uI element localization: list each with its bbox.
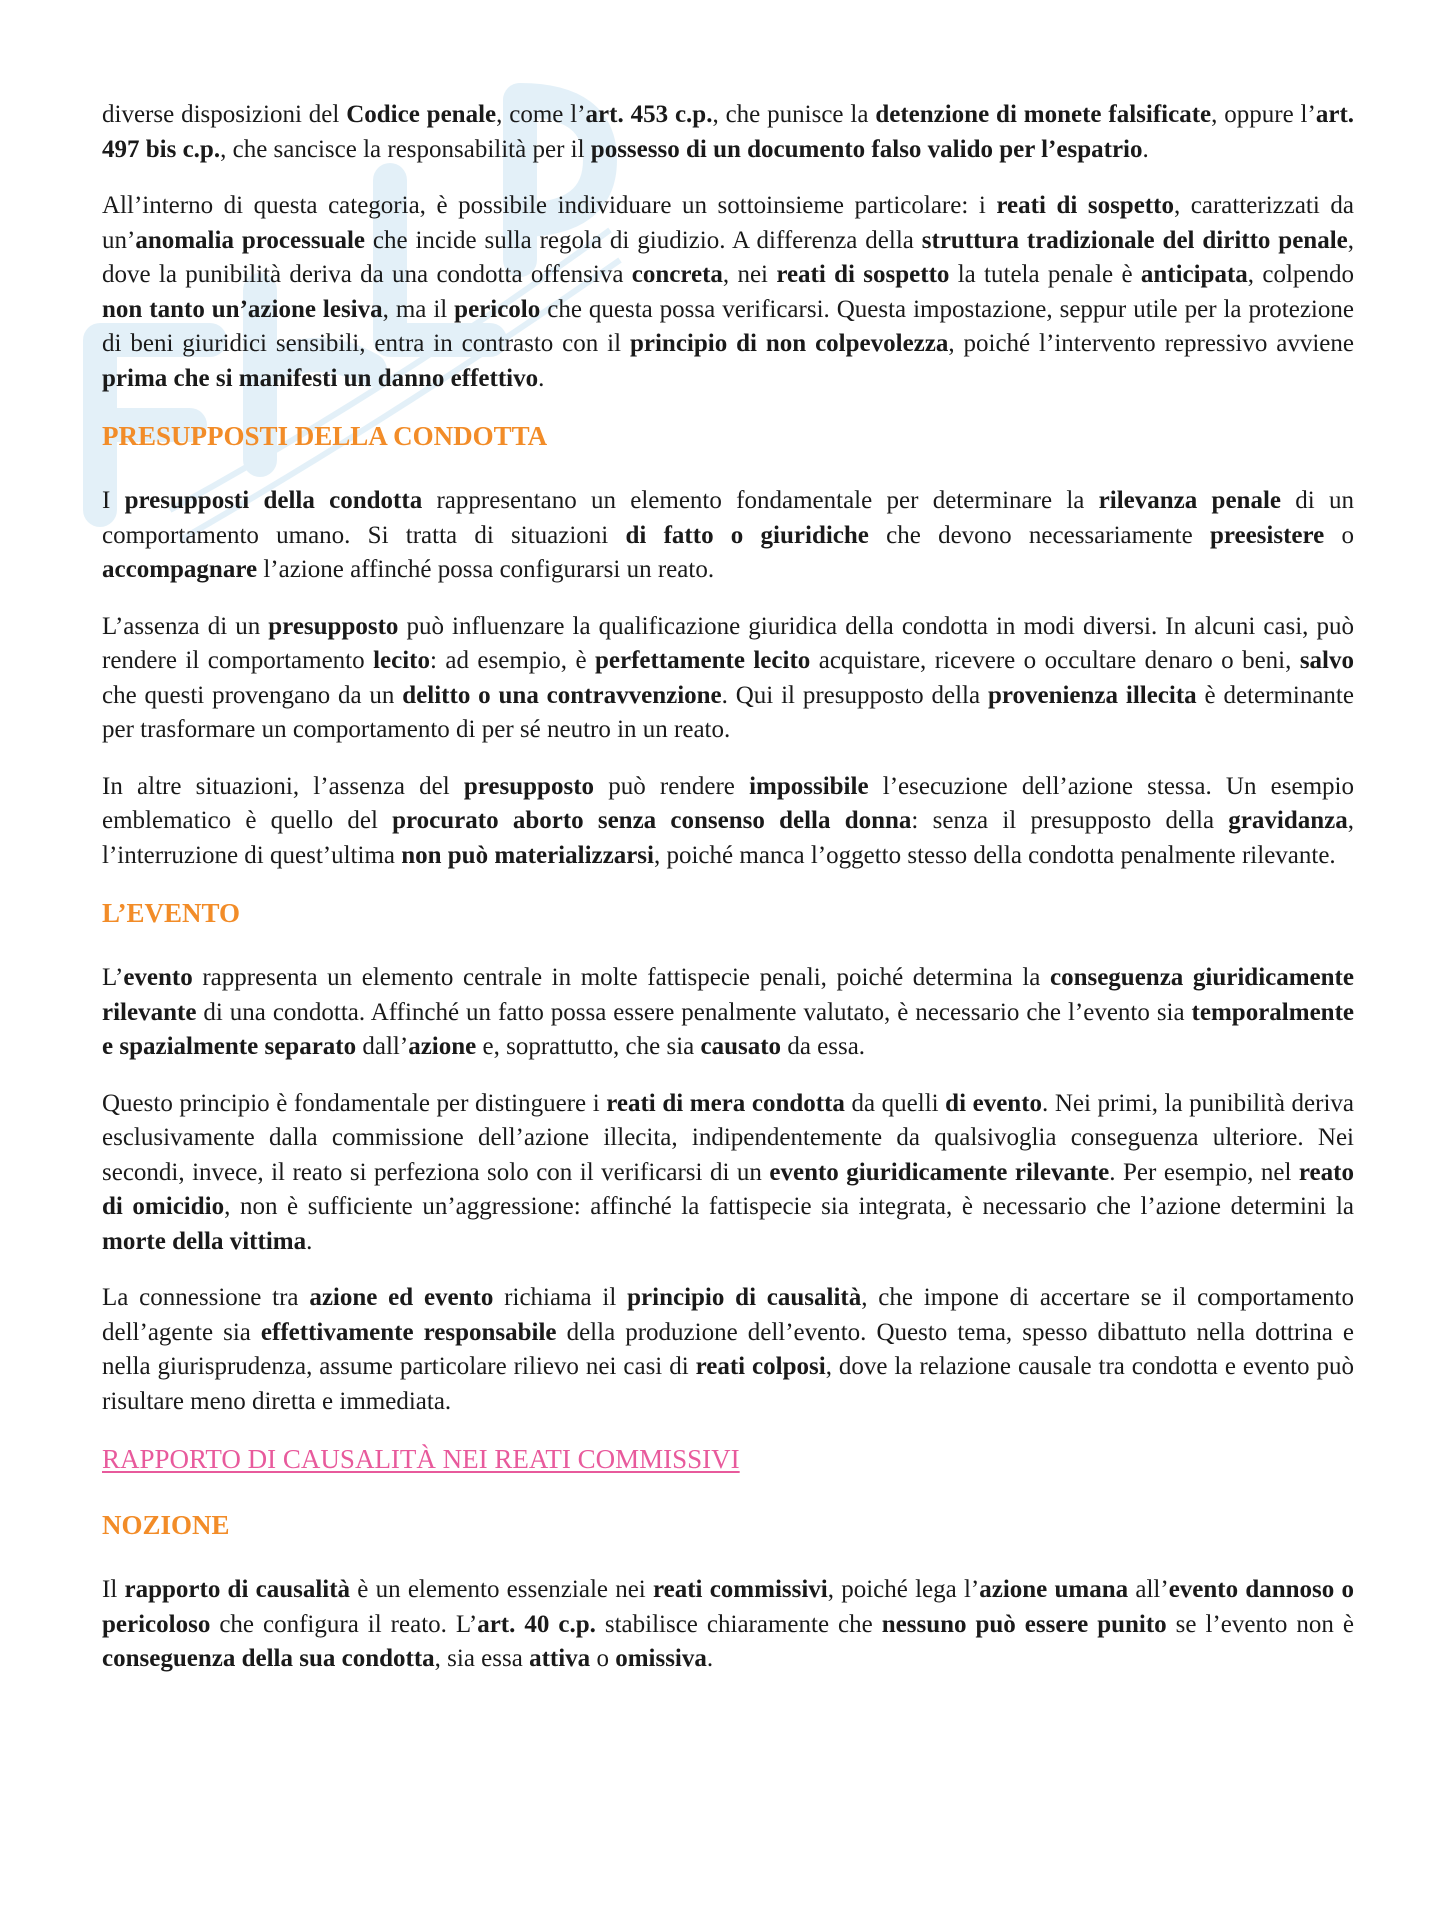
text-run: . Per esempio, nel <box>1109 1158 1299 1186</box>
paragraph-4 <box>102 610 1354 748</box>
text-run: rappresentano un elemento fondamentale per determinare la <box>422 487 1099 514</box>
text-run: e, soprattutto, che sia <box>476 1033 701 1060</box>
text-run: . Nei primi, la punibilità deriva esclusivamente dalla commissione dell’azione illecita, indipendentemente da qualsivoglia conseguenza ulteriore. Nei secondi, invece, il reato si perfeziona solo con il verificarsi di un <box>102 1089 1355 1186</box>
text-run: , l’interruzione di quest’ultima <box>102 807 1354 869</box>
paragraph-5 <box>102 770 1354 874</box>
bold-text: reati commissivi <box>652 1576 828 1603</box>
text-run: . <box>706 1645 714 1672</box>
section-title-rapporto-di-causalita: RAPPORTO DI CAUSALITÀ NEI REATI COMMISSIVI <box>102 1444 740 1474</box>
text-run: , dove la relazione causale tra condotta e evento può risultare meno diretta e immediata. <box>102 1353 1354 1415</box>
bold-text: evento giuridicamente rilevante <box>769 1158 1110 1186</box>
bold-text: prima che si manifesti un danno effettivo <box>102 364 539 392</box>
bold-text: di fatto o giuridiche <box>625 521 869 549</box>
bold-text: nessuno può essere punito <box>881 1610 1167 1638</box>
text-run: , poiché lega l’ <box>827 1576 980 1603</box>
bold-text: preesistere <box>1209 521 1325 549</box>
text-run: che devono necessariamente <box>868 521 1210 549</box>
text-run: , poiché manca l’oggetto stesso della condotta penalmente rilevante. <box>653 841 1336 869</box>
text-run: la tutela penale è <box>949 261 1141 288</box>
bold-text: di evento <box>945 1089 1043 1117</box>
text-run: , poiché l’intervento repressivo avviene <box>948 330 1354 357</box>
bold-text: azione ed evento <box>309 1284 494 1311</box>
bold-text: anomalia processuale <box>135 226 365 254</box>
text-run: : senza il presupposto della <box>911 807 1229 834</box>
text-run: . Qui il presupposto della <box>721 681 988 709</box>
bold-text: attiva <box>529 1645 591 1672</box>
bold-text: principio di non colpevolezza <box>629 330 949 357</box>
bold-text: morte della vittima <box>102 1227 307 1255</box>
paragraph-2 <box>102 189 1354 396</box>
bold-text: reati colposi <box>695 1353 826 1380</box>
bold-text: struttura tradizionale del diritto penale <box>921 226 1348 254</box>
bold-text: concreta <box>631 261 723 288</box>
text-run: se l’evento non è <box>1166 1610 1354 1638</box>
bold-text: salvo <box>1299 647 1355 674</box>
text-run: può rendere <box>594 772 750 800</box>
bold-text: presupposto <box>268 612 399 640</box>
text-run: All’interno di questa categoria, è possibile individuare un sottoinsieme particolare: i <box>102 192 997 219</box>
bold-text: omissiva <box>615 1645 707 1672</box>
text-run: che questi provengano da un <box>102 681 403 709</box>
text-run: può influenzare la qualificazione giuridica della condotta in modi diversi. In alcuni casi, può rendere il comportamento <box>102 612 1354 674</box>
text-run: all’ <box>1128 1576 1169 1603</box>
text-run: di un comportamento umano. Si tratta di situazioni <box>102 487 1354 549</box>
bold-text: gravidanza <box>1228 807 1348 834</box>
paragraph-9 <box>102 1573 1354 1677</box>
text-run: , ma il <box>382 295 455 323</box>
text-run: . <box>306 1227 313 1255</box>
bold-text: causato <box>700 1033 782 1060</box>
text-run: , nei <box>722 261 777 288</box>
text-run: acquistare, ricevere o occultare denaro o beni, <box>810 647 1300 674</box>
bold-text: accompagnare <box>102 556 258 583</box>
bold-text: azione <box>408 1033 477 1060</box>
text-run: di una condotta. Affinché un fatto possa essere penalmente valutato, è necessario che l’evento sia <box>196 998 1192 1026</box>
paragraph-8 <box>102 1281 1354 1419</box>
text-run: rappresenta un elemento centrale in molte fattispecie penali, poiché determina la <box>192 964 1050 991</box>
text-run: I <box>102 487 125 514</box>
heading-nozione: NOZIONE <box>102 1510 230 1540</box>
bold-text: Codice penale <box>346 101 497 128</box>
paragraph-1 <box>102 98 1354 167</box>
text-run: , non è sufficiente un’aggressione: affinché la fattispecie sia integrata, è necessario che l’azione determini la <box>224 1193 1355 1220</box>
text-run: L’ <box>102 964 124 991</box>
text-run: diverse disposizioni del <box>102 101 347 128</box>
text-run: o <box>1324 521 1354 549</box>
text-run: da essa. <box>781 1033 866 1060</box>
paragraph-6 <box>102 961 1354 1065</box>
bold-text: detenzione di monete falsificate <box>875 101 1212 128</box>
bold-text: evento dannoso o pericoloso <box>102 1576 1354 1638</box>
bold-text: conseguenza della sua condotta <box>102 1645 435 1672</box>
bold-text: effettivamente responsabile <box>260 1318 557 1346</box>
text-run: , che impone di accertare se il comportamento dell’agente sia <box>102 1284 1355 1346</box>
text-run: , caratterizzati da un’ <box>102 192 1354 254</box>
bold-text: perfettamente lecito <box>595 647 811 674</box>
text-run: che configura il reato. L’ <box>210 1610 478 1638</box>
text-run: , sia essa <box>434 1645 530 1672</box>
text-run: o <box>590 1645 616 1672</box>
bold-text: delitto o una contravvenzione <box>402 681 722 709</box>
text-run: richiama il <box>493 1284 628 1311</box>
text-run: l’esecuzione dell’azione stessa. Un esempio emblematico è quello del <box>102 772 1354 834</box>
bold-text: lecito <box>373 647 430 674</box>
text-run: In altre situazioni, l’assenza del <box>102 772 464 800</box>
bold-text: possesso di un documento falso valido per l’espatrio <box>590 135 1143 163</box>
bold-text: reati di mera condotta <box>606 1089 845 1117</box>
text-run: La connessione tra <box>102 1284 310 1311</box>
text-run: , colpendo <box>1247 261 1354 288</box>
bold-text: presupposto <box>463 772 595 800</box>
bold-text: reato di omicidio <box>102 1158 1354 1220</box>
text-run: è determinante per trasformare un comportamento di per sé neutro in un reato. <box>102 681 1354 743</box>
heading-presupposti-della-condotta: PRESUPPOSTI DELLA CONDOTTA <box>102 421 548 451</box>
text-run: , che sancisce la responsabilità per il <box>220 135 591 163</box>
heading-l-evento: L’EVENTO <box>102 898 241 928</box>
bold-text: presupposti della condotta <box>124 487 423 514</box>
bold-text: provenienza illecita <box>987 681 1197 709</box>
text-run: dall’ <box>356 1033 409 1060</box>
bold-text: rapporto di causalità <box>124 1576 351 1603</box>
paragraph-7 <box>102 1087 1354 1260</box>
text-run: stabilisce chiaramente che <box>595 1610 882 1638</box>
text-run: che incide sulla regola di giudizio. A differenza della <box>365 226 922 254</box>
bold-text: impossibile <box>749 772 869 800</box>
bold-text: rilevanza penale <box>1098 487 1281 514</box>
text-run: Questo principio è fondamentale per distinguere i <box>102 1089 607 1117</box>
text-run: Il <box>102 1576 125 1603</box>
bold-text: art. 497 bis c.p. <box>102 101 1355 163</box>
bold-text: reati di sospetto <box>776 261 950 288</box>
text-run: , che punisce la <box>712 101 876 128</box>
text-run: . <box>538 364 545 392</box>
text-run: , dove la punibilità deriva da una condotta offensiva <box>102 226 1355 288</box>
text-run: , oppure l’ <box>1211 101 1316 128</box>
text-run: L’assenza di un <box>102 612 269 640</box>
text-run: , come l’ <box>496 101 586 128</box>
text-run: è un elemento essenziale nei <box>350 1576 653 1603</box>
text-run: da quelli <box>844 1089 946 1117</box>
bold-text: art. 453 c.p. <box>585 101 713 128</box>
paragraph-3 <box>102 484 1354 588</box>
text-run: della produzione dell’evento. Questo tema, spesso dibattuto nella dottrina e nella giurisprudenza, assume particolare rilievo nei casi di <box>102 1318 1354 1380</box>
bold-text: anticipata <box>1140 261 1248 288</box>
text-run: : ad esempio, è <box>430 647 595 674</box>
bold-text: azione umana <box>979 1576 1129 1603</box>
text-run: l’azione affinché possa configurarsi un reato. <box>257 556 715 583</box>
bold-text: principio di causalità <box>627 1284 862 1311</box>
bold-text: temporalmente e spazialmente separato <box>102 998 1354 1060</box>
bold-text: pericolo <box>454 295 541 323</box>
bold-text: procurato aborto senza consenso della donna <box>392 807 912 834</box>
bold-text: conseguenza giuridicamente rilevante <box>102 964 1354 1026</box>
text-run: che questa possa verificarsi. Questa impostazione, seppur utile per la protezione di beni giuridici sensibili, entra in contrasto con il <box>102 295 1354 357</box>
bold-text: reati di sospetto <box>996 192 1174 219</box>
document-page <box>102 98 1354 1699</box>
bold-text: non tanto un’azione lesiva <box>102 295 383 323</box>
bold-text: evento <box>123 964 193 991</box>
bold-text: art. 40 c.p. <box>477 1610 596 1638</box>
text-run: . <box>1142 135 1149 163</box>
bold-text: non può materializzarsi <box>401 841 654 869</box>
